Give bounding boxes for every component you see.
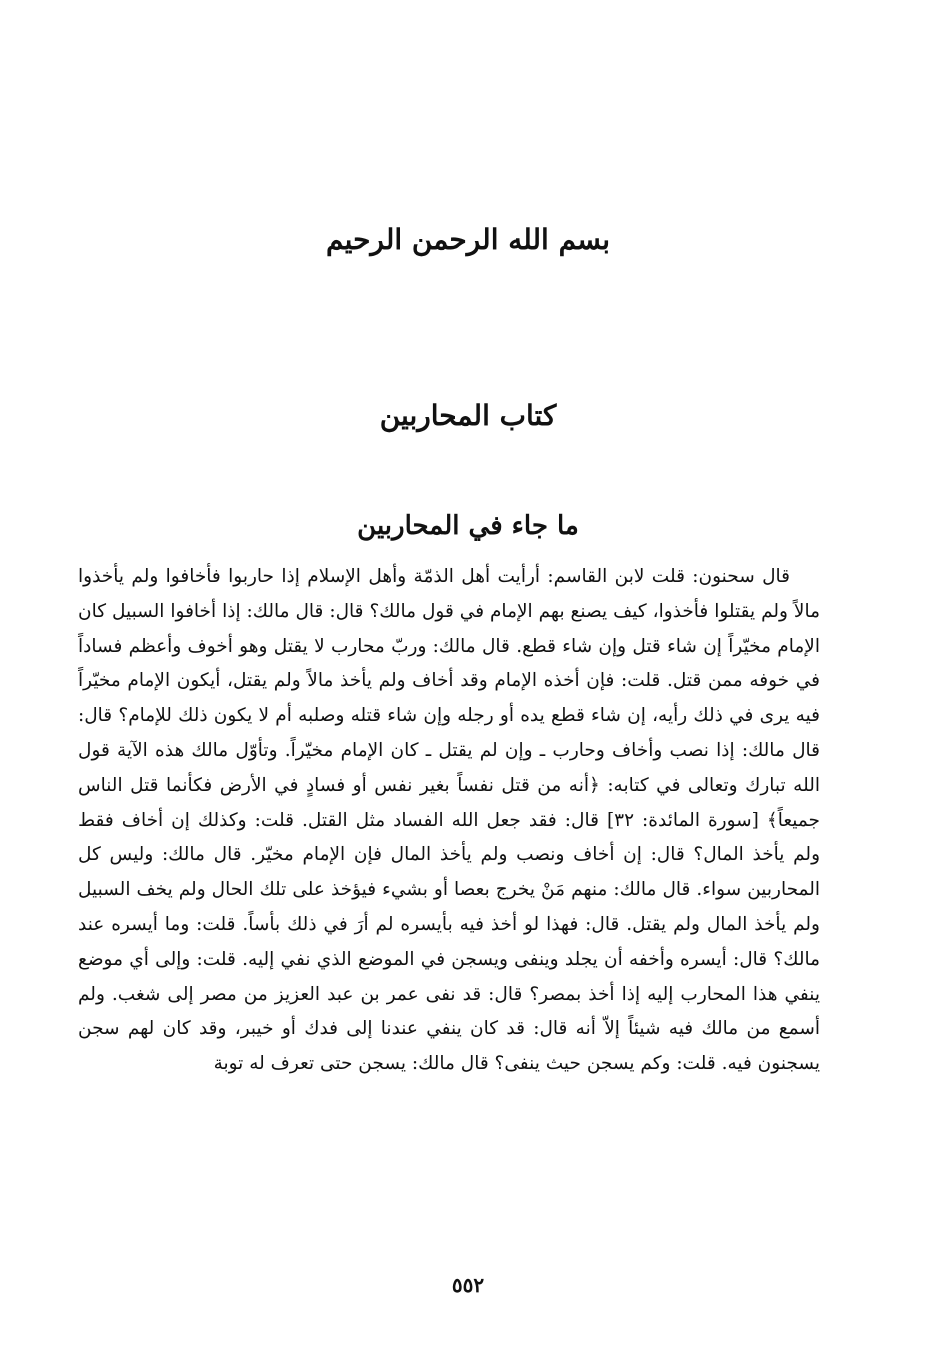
body-text: قال سحنون: قلت لابن القاسم: أرأيت أهل الذمّة وأهل الإسلام إذا حاربوا فأخافوا ولم يأخذوا مالاً ولم يقتلوا فأخذوا، كيف يصنع بهم الإمام في قول مالك؟ قال: قال مالك: إذا أخافوا السبيل كان الإمام مخيّراً إن شاء قتل وإن شاء قطع. قال مالك: وربّ محارب لا يقتل وهو أخوف وأعظم فساداً في خوفه ممن قتل. قلت: فإن أخذه الإمام وقد أخاف ولم يأخذ مالاً ولم يقتل، أيكون الإمام مخيّراً فيه يرى في ذلك رأيه، إن شاء قطع يده أو رجله وإن شاء قتله وصلبه أم لا يكون ذلك للإمام؟ قال: قال مالك: إذا نصب وأخاف وحارب ـ وإن لم يقتل ـ كان الإمام مخيّراً. وتأوّل مالك هذه الآية قول الله تبارك وتعالى في كتابه: ﴿أنه من قتل نفساً بغير نفس أو فسادٍ في الأرض فكأنما قتل الناس جميعاً﴾ [سورة المائدة: ٣٢] قال: فقد جعل الله الفساد مثل القتل. قلت: وكذلك إن أخاف فقط ولم يأخذ المال؟ قال: إن أخاف ونصب ولم يأخذ المال فإن الإمام مخيّر. قال مالك: وليس كل المحاربين سواء. قال مالك: منهم مَنْ يخرج بعصا أو بشيء فيؤخذ على تلك الحال ولم يخف السبيل ولم يأخذ المال ولم يقتل. قال: فهذا لو أخذ فيه بأيسره لم أرَ في ذلك بأساً. قلت: وما أيسره عند مالك؟ قال: أيسره وأخفه أن يجلد وينفى ويسجن في الموضع الذي نفي إليه. قلت: وإلى أي موضع ينفي هذا المحارب إليه إذا أخذ بمصر؟ قال: قد نفى عمر بن عبد العزيز من مصر إلى شغب. ولم أسمع من مالك فيه شيئاً إلاّ أنه قال: قد كان ينفي عندنا إلى فدك أو خيبر، وقد كان لهم سجن يسجنون فيه. قلت: وكم يسجن حيث ينفى؟ قال مالك: يسجن حتى تعرف له توبة <box>78 566 820 1075</box>
page-number: ٥٥٢ <box>451 1273 485 1297</box>
chapter-title: ما جاء في المحاربين <box>357 511 579 541</box>
body-paragraph <box>78 560 820 1082</box>
book-title: كتاب المحاربين <box>379 399 557 432</box>
basmala: بسم الله الرحمن الرحيم <box>326 223 610 256</box>
